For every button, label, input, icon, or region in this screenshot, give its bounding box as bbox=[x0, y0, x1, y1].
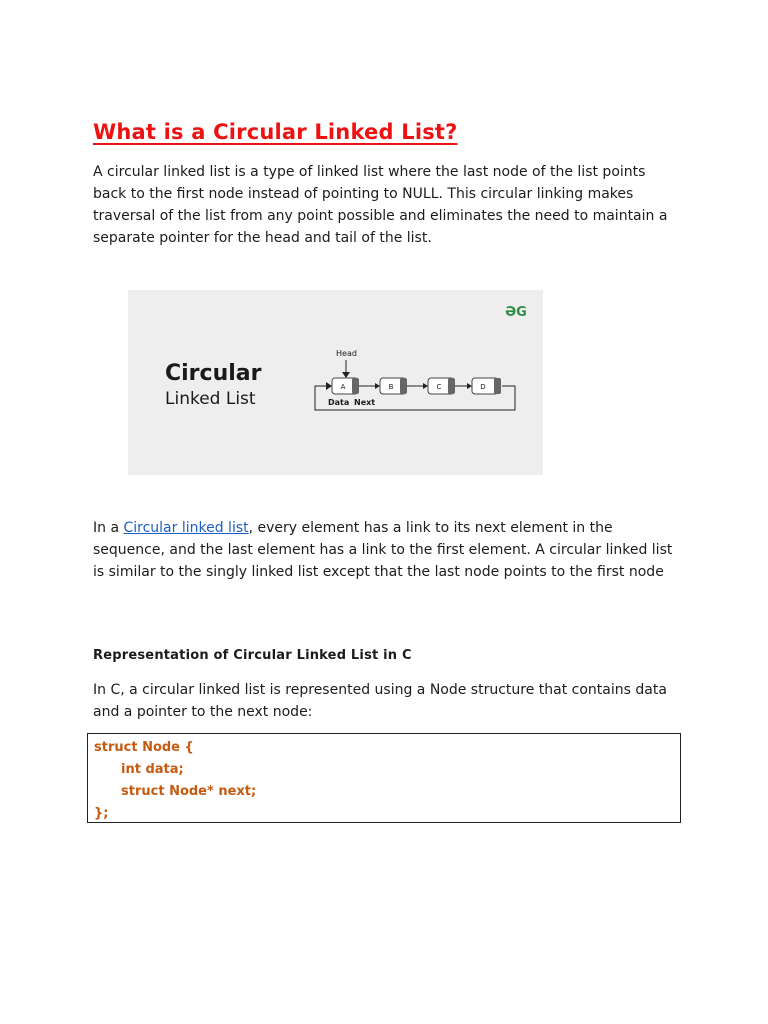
para2-suffix: , every element has a link to its next element in the sequence, and the last element has a link to the first element. A circular linked list is similar to the singly linked list except that the last node points to the first node bbox=[93, 520, 673, 580]
next-label: Next bbox=[354, 398, 376, 407]
node-label: A bbox=[340, 383, 346, 391]
arrow-a-b bbox=[375, 383, 380, 389]
page-title: What is a Circular Linked List? bbox=[93, 120, 458, 144]
gfg-logo: ƏG bbox=[505, 305, 527, 320]
figure-heading-line1: Circular bbox=[165, 361, 262, 386]
figure-diagram bbox=[128, 290, 543, 475]
node-d bbox=[472, 378, 501, 394]
code-line: struct Node* next; bbox=[121, 784, 257, 799]
intro-paragraph: A circular linked list is a type of linked list where the last node of the list points back to the first node instead of pointing to NULL. This circular linking makes traversal of the list from any point possible and eliminates the need to maintain a separate pointer for the head and tail of the list. bbox=[93, 164, 668, 246]
arrow-c-d bbox=[467, 383, 472, 389]
circular-linked-list-link[interactable]: Circular linked list bbox=[123, 520, 249, 536]
definition-paragraph bbox=[93, 517, 683, 583]
representation-paragraph: In C, a circular linked list is represented using a Node structure that contains data and a pointer to the next node: bbox=[93, 682, 667, 720]
node-label: C bbox=[436, 383, 442, 391]
code-block bbox=[87, 733, 681, 823]
code-line: struct Node { bbox=[94, 740, 194, 755]
head-label: Head bbox=[336, 349, 357, 358]
node-b bbox=[380, 378, 407, 394]
code-line: int data; bbox=[121, 762, 184, 777]
arrow-b-c bbox=[423, 383, 428, 389]
section-subheading: Representation of Circular Linked List in C bbox=[93, 648, 412, 663]
node-label: D bbox=[480, 383, 486, 391]
data-label: Data bbox=[328, 398, 350, 407]
code-line: }; bbox=[94, 806, 109, 821]
para2-prefix: In a bbox=[93, 520, 124, 536]
node-label: B bbox=[388, 383, 394, 391]
return-arrow-head bbox=[326, 382, 332, 390]
node-a bbox=[332, 378, 359, 394]
head-arrow-head bbox=[342, 372, 350, 378]
circular-linked-list-figure bbox=[128, 290, 543, 475]
node-c bbox=[428, 378, 455, 394]
figure-heading-line2: Linked List bbox=[165, 389, 256, 409]
